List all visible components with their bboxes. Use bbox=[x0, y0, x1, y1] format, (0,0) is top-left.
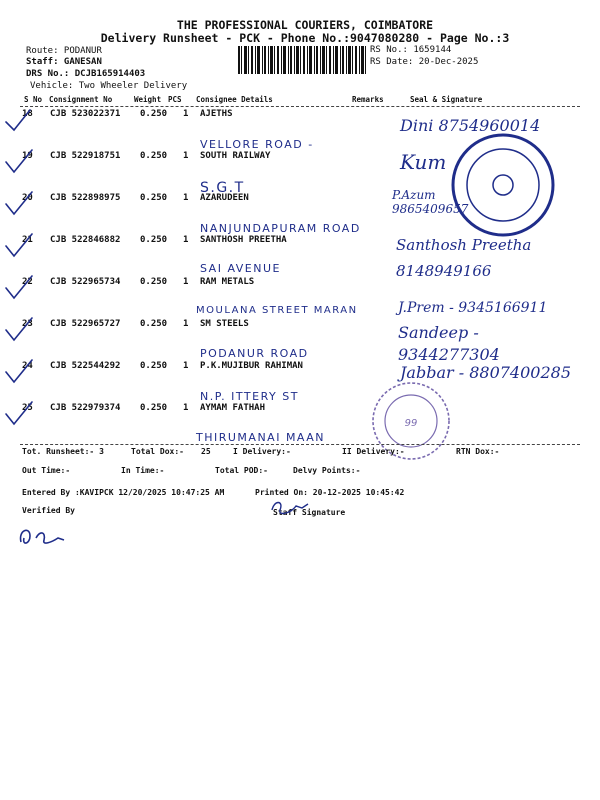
row-weight: 0.250 bbox=[140, 193, 168, 203]
row-consignee: SM STEELS bbox=[200, 319, 249, 329]
row-pcs: 1 bbox=[183, 277, 189, 287]
verifier-signature-icon bbox=[16, 520, 76, 550]
row-address-handwritten: PODANUR ROAD bbox=[200, 347, 309, 360]
col-consignee: Consignee Details bbox=[196, 95, 273, 104]
svg-text:99: 99 bbox=[404, 418, 418, 429]
col-consignment: Consignment No bbox=[49, 95, 113, 104]
row-consignment: CJB 522898975 bbox=[50, 193, 121, 203]
footer-divider bbox=[20, 444, 580, 445]
row-consignment: CJB 522965734 bbox=[50, 277, 121, 287]
row-pcs: 1 bbox=[183, 361, 189, 371]
row-weight: 0.250 bbox=[140, 235, 168, 245]
row-weight: 0.250 bbox=[140, 151, 168, 161]
row-weight: 0.250 bbox=[140, 403, 168, 413]
row-pcs: 1 bbox=[183, 151, 189, 161]
row-sno: 21 bbox=[22, 235, 33, 245]
row-sno: 18 bbox=[22, 109, 33, 119]
row-pcs: 1 bbox=[183, 235, 189, 245]
row-sno: 25 bbox=[22, 403, 33, 413]
row-address-handwritten: NANJUNDAPURAM ROAD bbox=[200, 222, 361, 235]
row-consignment: CJB 522544292 bbox=[50, 361, 121, 371]
vehicle-label: Vehicle: Two Wheeler Delivery bbox=[30, 81, 188, 91]
row-pcs: 1 bbox=[183, 193, 189, 203]
row-sno: 19 bbox=[22, 151, 33, 161]
row-signature: P.Azum 9865409657 bbox=[392, 188, 469, 216]
row-consignment: CJB 522979374 bbox=[50, 403, 121, 413]
row-signature: Sandeep - 9344277304 bbox=[398, 323, 500, 364]
row-address-handwritten: SAI AVENUE bbox=[200, 262, 281, 275]
total-runsheet: Tot. Runsheet:- 3 bbox=[22, 447, 104, 456]
col-remarks: Remarks bbox=[352, 95, 384, 104]
rs-date: RS Date: 20-Dec-2025 bbox=[370, 57, 479, 67]
staff-signature-mark-icon bbox=[268, 496, 328, 518]
row-consignee: AJETHS bbox=[200, 109, 233, 119]
staff-signature: Staff Signature bbox=[273, 508, 346, 517]
row-sno: 20 bbox=[22, 193, 33, 203]
row-address-handwritten: N.P. ITTERY ST bbox=[200, 390, 299, 403]
col-weight: Weight bbox=[134, 95, 162, 104]
row-weight: 0.250 bbox=[140, 361, 168, 371]
ii-delivery: II Delivery:- bbox=[342, 447, 405, 456]
row-address-handwritten: MOULANA STREET MARAN bbox=[196, 305, 358, 316]
row-sno: 22 bbox=[22, 277, 33, 287]
row-signature: Dini 8754960014 bbox=[400, 116, 541, 135]
row-consignee: AZARUDEEN bbox=[200, 193, 249, 203]
company-title: THE PROFESSIONAL COURIERS, COIMBATORE bbox=[176, 18, 434, 32]
row-signature: Jabbar - 8807400285 bbox=[400, 363, 571, 382]
printed-on: Printed On: 20-12-2025 10:45:42 bbox=[255, 488, 405, 497]
rtn-dox: RTN Dox:- bbox=[456, 447, 500, 456]
seal-stamp-icon bbox=[448, 130, 558, 240]
row-weight: 0.250 bbox=[140, 109, 168, 119]
check-marks-icon bbox=[0, 100, 60, 430]
rs-number: RS No.: 1659144 bbox=[370, 45, 452, 55]
row-weight: 0.250 bbox=[140, 319, 168, 329]
entered-by: Entered By :KAVIPCK 12/20/2025 10:47:25 AM bbox=[22, 488, 225, 497]
row-consignee: RAM METALS bbox=[200, 277, 255, 287]
total-dox-label: Total Dox:- bbox=[131, 447, 184, 456]
verified-by: Verified By bbox=[22, 506, 75, 515]
drs-number: DRS No.: DCJB165914403 bbox=[26, 69, 146, 79]
row-consignment: CJB 522918751 bbox=[50, 151, 121, 161]
row-consignee: SANTHOSH PREETHA bbox=[200, 235, 287, 245]
row-address-handwritten: S.G.T bbox=[200, 180, 245, 196]
staff-label: Staff: GANESAN bbox=[26, 57, 102, 67]
row-sno: 23 bbox=[22, 319, 33, 329]
in-time: In Time:- bbox=[121, 466, 165, 475]
header-divider bbox=[20, 106, 580, 107]
row-consignee: SOUTH RAILWAY bbox=[200, 151, 271, 161]
route-label: Route: PODANUR bbox=[26, 46, 102, 56]
out-time: Out Time:- bbox=[22, 466, 71, 475]
row-signature: J.Prem - 9345166911 bbox=[398, 300, 548, 316]
col-seal-signature: Seal & Signature bbox=[410, 95, 483, 104]
delvy-points: Delvy Points:- bbox=[293, 466, 361, 475]
col-pcs: PCS bbox=[168, 95, 182, 104]
row-weight: 0.250 bbox=[140, 277, 168, 287]
row-pcs: 1 bbox=[183, 109, 189, 119]
row-consignment: CJB 522965727 bbox=[50, 319, 121, 329]
row-consignment: CJB 523022371 bbox=[50, 109, 121, 119]
barcode-image bbox=[238, 46, 366, 74]
total-dox-value: 25 bbox=[201, 447, 211, 456]
row-consignee: P.K.MUJIBUR RAHIMAN bbox=[200, 361, 303, 371]
runsheet-subtitle: Delivery Runsheet - PCK - Phone No.:9047080280 - Page No.:3 bbox=[100, 31, 510, 45]
row-sno: 24 bbox=[22, 361, 33, 371]
col-sno: S No bbox=[24, 95, 43, 104]
row-pcs: 1 bbox=[183, 403, 189, 413]
row-signature: Santhosh Preetha 8148949166 bbox=[396, 236, 532, 280]
row-address-handwritten: VELLORE ROAD - bbox=[200, 138, 314, 151]
row-signature: Kum bbox=[400, 150, 447, 174]
row-consignee: AYMAM FATHAH bbox=[200, 403, 266, 413]
row-consignment: CJB 522846882 bbox=[50, 235, 121, 245]
row-address-handwritten: THIRUMANAI MAAN bbox=[196, 431, 326, 444]
i-delivery: I Delivery:- bbox=[233, 447, 291, 456]
total-pod: Total POD:- bbox=[215, 466, 268, 475]
row-pcs: 1 bbox=[183, 319, 189, 329]
